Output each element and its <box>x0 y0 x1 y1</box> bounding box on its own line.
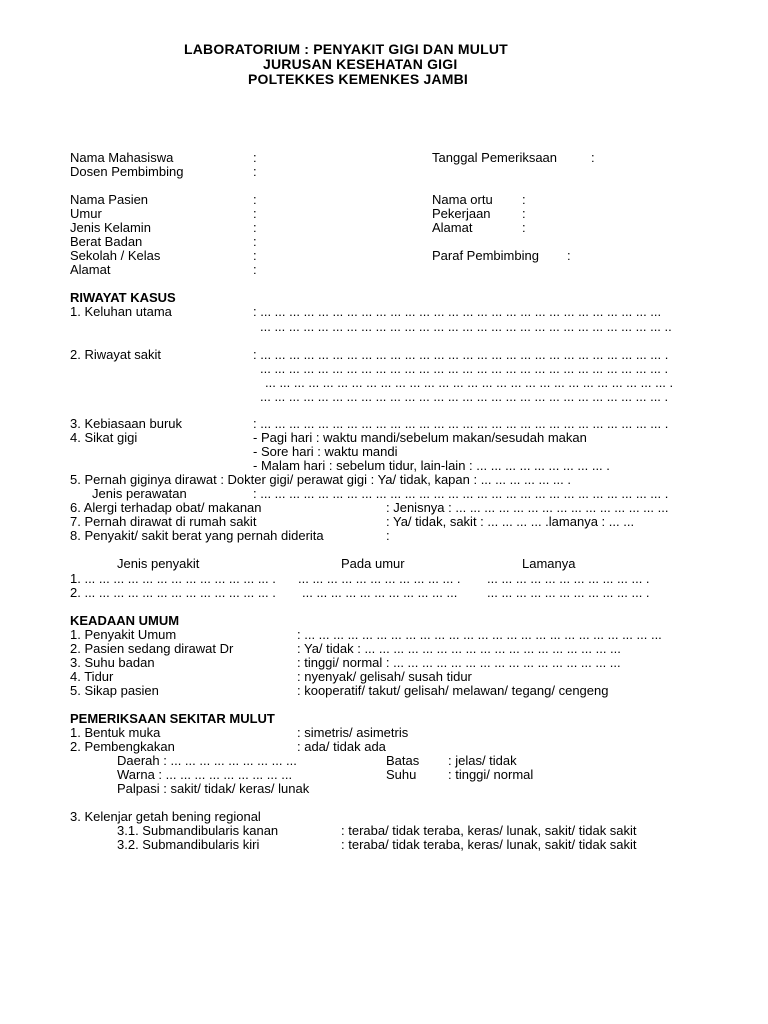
riwayat-item-2-label: 2. Riwayat sakit <box>70 347 162 362</box>
pembengkakan-warna: Warna : ... ... ... ... ... ... ... ... ... <box>117 767 293 782</box>
label-nama-ortu: Nama ortu <box>432 192 493 207</box>
colon: : <box>522 206 526 221</box>
riwayat-item-4-sore: - Sore hari : waktu mandi <box>253 444 398 459</box>
submandibularis-kiri-value: : teraba/ tidak teraba, keras/ lunak, sakit/ tidak sakit <box>341 837 637 852</box>
riwayat-item-5b-label: Jenis perawatan <box>92 486 187 501</box>
label-pekerjaan: Pekerjaan <box>432 206 491 221</box>
table-header-pada-umur: Pada umur <box>341 556 405 571</box>
label-tanggal-pemeriksaan: Tanggal Pemeriksaan <box>432 150 558 165</box>
riwayat-item-1-label: 1. Keluhan utama <box>70 304 172 319</box>
pembengkakan-palpasi: Palpasi : sakit/ tidak/ keras/ lunak <box>117 781 310 796</box>
submandibularis-kanan-value: : teraba/ tidak teraba, keras/ lunak, sakit/ tidak sakit <box>341 823 637 838</box>
submandibularis-kiri-label: 3.2. Submandibularis kiri <box>117 837 260 852</box>
title-line-2: JURUSAN KESEHATAN GIGI <box>263 56 458 72</box>
table-row-2-col-1: 2. ... ... ... ... ... ... ... ... ... ... ... ... ... . <box>70 585 276 600</box>
table-row-2-col-3: ... ... ... ... ... ... ... ... ... ... ... . <box>487 585 650 600</box>
colon: : <box>253 248 257 263</box>
keadaan-item-2-label: 2. Pasien sedang dirawat Dr <box>70 641 234 656</box>
keadaan-item-2-value: : Ya/ tidak : ... ... ... ... ... ... ... ... ... ... ... ... ... ... ... ... ... ... <box>297 641 621 656</box>
riwayat-item-4-pagi: - Pagi hari : waktu mandi/sebelum makan/sesudah makan <box>253 430 587 445</box>
riwayat-item-6-value: : Jenisnya : ... ... ... ... ... ... ... ... ... ... ... ... ... ... ... <box>386 500 669 515</box>
pemeriksaan-item-2-label: 2. Pembengkakan <box>70 739 175 754</box>
riwayat-item-5: 5. Pernah giginya dirawat : Dokter gigi/ perawat gigi : Ya/ tidak, kapan : ... ... ... ... ... ... . <box>70 472 571 487</box>
pemeriksaan-item-1-label: 1. Bentuk muka <box>70 725 161 740</box>
colon: : <box>253 206 257 221</box>
colon: : <box>591 150 595 165</box>
title-line-1: LABORATORIUM : PENYAKIT GIGI DAN MULUT <box>184 41 508 57</box>
riwayat-item-1-line-2: ... ... ... ... ... ... ... ... ... ... ... ... ... ... ... ... ... ... ... ... ... ... ... ... ... ... ... ... .. <box>260 319 672 334</box>
table-header-lamanya: Lamanya <box>522 556 576 571</box>
colon: : <box>253 164 257 179</box>
riwayat-item-3-value: : ... ... ... ... ... ... ... ... ... ... ... ... ... ... ... ... ... ... ... ... ... ... ... ... ... ... ... ... . <box>253 416 669 431</box>
keadaan-item-1-value: : ... ... ... ... ... ... ... ... ... ... ... ... ... ... ... ... ... ... ... ... ... ... ... ... ... <box>297 627 662 642</box>
pembengkakan-suhu-value: : tinggi/ normal <box>448 767 534 782</box>
riwayat-item-7-value: : Ya/ tidak, sakit : ... ... ... ... .lamanya : ... ... <box>386 514 635 529</box>
riwayat-item-2-line-4: ... ... ... ... ... ... ... ... ... ... ... ... ... ... ... ... ... ... ... ... ... ... ... ... ... ... ... ... . <box>260 389 669 404</box>
label-umur: Umur <box>70 206 102 221</box>
keadaan-item-5-value: : kooperatif/ takut/ gelisah/ melawan/ tegang/ cengeng <box>297 683 609 698</box>
colon: : <box>253 192 257 207</box>
pemeriksaan-item-2-value: : ada/ tidak ada <box>297 739 386 754</box>
pemeriksaan-item-1-value: : simetris/ asimetris <box>297 725 409 740</box>
riwayat-item-4-malam: - Malam hari : sebelum tidur, lain-lain : ... ... ... ... ... ... ... ... ... . <box>253 458 610 473</box>
label-jenis-kelamin: Jenis Kelamin <box>70 220 151 235</box>
riwayat-item-3-label: 3. Kebiasaan buruk <box>70 416 183 431</box>
label-sekolah-kelas: Sekolah / Kelas <box>70 248 161 263</box>
riwayat-item-8-value: : <box>386 528 390 543</box>
pemeriksaan-item-3-label: 3. Kelenjar getah bening regional <box>70 809 261 824</box>
riwayat-item-1-line-1: : ... ... ... ... ... ... ... ... ... ... ... ... ... ... ... ... ... ... ... ... ... ... ... ... ... ... ... ... <box>253 304 662 319</box>
colon: : <box>522 192 526 207</box>
section-riwayat-kasus: RIWAYAT KASUS <box>70 290 176 305</box>
label-alamat: Alamat <box>70 262 111 277</box>
keadaan-item-4-value: : nyenyak/ gelisah/ susah tidur <box>297 669 472 684</box>
table-row-1-col-3: ... ... ... ... ... ... ... ... ... ... ... . <box>487 571 650 586</box>
keadaan-item-4-label: 4. Tidur <box>70 669 114 684</box>
table-header-jenis-penyakit: Jenis penyakit <box>117 556 200 571</box>
section-keadaan-umum: KEADAAN UMUM <box>70 613 180 628</box>
label-alamat-ortu: Alamat <box>432 220 473 235</box>
colon: : <box>567 248 571 263</box>
colon: : <box>522 220 526 235</box>
riwayat-item-7-label: 7. Pernah dirawat di rumah sakit <box>70 514 257 529</box>
label-nama-pasien: Nama Pasien <box>70 192 149 207</box>
pembengkakan-suhu-label: Suhu <box>386 767 417 782</box>
label-nama-mahasiswa: Nama Mahasiswa <box>70 150 174 165</box>
riwayat-item-6-label: 6. Alergi terhadap obat/ makanan <box>70 500 262 515</box>
title-line-3: POLTEKKES KEMENKES JAMBI <box>248 71 469 87</box>
submandibularis-kanan-label: 3.1. Submandibularis kanan <box>117 823 279 838</box>
riwayat-item-2-line-2: ... ... ... ... ... ... ... ... ... ... ... ... ... ... ... ... ... ... ... ... ... ... ... ... ... ... ... ... . <box>260 361 669 376</box>
pembengkakan-batas-label: Batas <box>386 753 420 768</box>
colon: : <box>253 150 257 165</box>
label-berat-badan: Berat Badan <box>70 234 143 249</box>
label-paraf-pembimbing: Paraf Pembimbing <box>432 248 539 263</box>
riwayat-item-5b-value: : ... ... ... ... ... ... ... ... ... ... ... ... ... ... ... ... ... ... ... ... ... ... ... ... ... ... ... ... . <box>253 486 669 501</box>
colon: : <box>253 220 257 235</box>
keadaan-item-1-label: 1. Penyakit Umum <box>70 627 177 642</box>
table-row-2-col-2: ... ... ... ... ... ... ... ... ... ... ... <box>302 585 458 600</box>
label-dosen-pembimbing: Dosen Pembimbing <box>70 164 184 179</box>
riwayat-item-2-line-3: ... ... ... ... ... ... ... ... ... ... ... ... ... ... ... ... ... ... ... ... ... ... ... ... ... ... ... ... . <box>265 375 674 390</box>
section-pemeriksaan-sekitar-mulut: PEMERIKSAAN SEKITAR MULUT <box>70 711 275 726</box>
colon: : <box>253 262 257 277</box>
pembengkakan-daerah: Daerah : ... ... ... ... ... ... ... ... ... <box>117 753 297 768</box>
keadaan-item-5-label: 5. Sikap pasien <box>70 683 159 698</box>
riwayat-item-8-label: 8. Penyakit/ sakit berat yang pernah diderita <box>70 528 324 543</box>
keadaan-item-3-label: 3. Suhu badan <box>70 655 155 670</box>
table-row-1-col-2: ... ... ... ... ... ... ... ... ... ... ... . <box>298 571 461 586</box>
table-row-1-col-1: 1. ... ... ... ... ... ... ... ... ... ... ... ... ... . <box>70 571 276 586</box>
keadaan-item-3-value: : tinggi/ normal : ... ... ... ... ... ... ... ... ... ... ... ... ... ... ... ... <box>297 655 621 670</box>
riwayat-item-2-line-1: : ... ... ... ... ... ... ... ... ... ... ... ... ... ... ... ... ... ... ... ... ... ... ... ... ... ... ... ... . <box>253 347 669 362</box>
riwayat-item-4-label: 4. Sikat gigi <box>70 430 138 445</box>
colon: : <box>253 234 257 249</box>
pembengkakan-batas-value: : jelas/ tidak <box>448 753 517 768</box>
